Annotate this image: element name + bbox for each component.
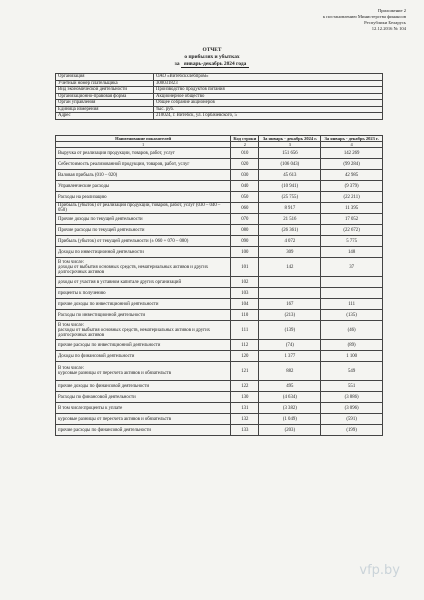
info-value: тыс. руб.	[154, 106, 383, 113]
period-prefix: за	[174, 61, 180, 67]
row-value-2024: 1 377	[259, 351, 321, 362]
row-name: Доходы по финансовой деятельности	[56, 351, 231, 362]
info-value: Производство продуктов питания	[154, 87, 383, 94]
row-value-2024: (139)	[259, 321, 321, 340]
row-value-2023: 148	[321, 247, 383, 258]
row-name: курсовые разницы от пересчета активов и обязательств	[56, 414, 231, 425]
row-value-2024: 142	[259, 258, 321, 277]
row-value-2023: (46)	[321, 321, 383, 340]
row-value-2023: 17 052	[321, 214, 383, 225]
info-value: 300031823	[154, 80, 383, 87]
column-number: 3	[259, 142, 321, 148]
row-code: 133	[231, 425, 259, 436]
row-name: прочие расходы по финансовой деятельности	[56, 425, 231, 436]
row-value-2024: (203)	[259, 425, 321, 436]
row-code: 122	[231, 381, 259, 392]
row-code: 050	[231, 192, 259, 203]
table-row	[56, 340, 383, 351]
row-name: В том числе: доходы от выбытия основных средств, нематериальных активов и других долгосрочных активов	[56, 258, 231, 277]
row-code: 120	[231, 351, 259, 362]
table-row	[56, 403, 383, 414]
table-row	[56, 351, 383, 362]
row-value-2024: 45 613	[259, 170, 321, 181]
info-value: Акционерное общество	[154, 93, 383, 100]
row-value-2024: (106 043)	[259, 159, 321, 170]
row-value-2023: 37	[321, 258, 383, 277]
row-code: 070	[231, 214, 259, 225]
row-code: 121	[231, 362, 259, 381]
row-name: Валовая прибыль (010 – 020)	[56, 170, 231, 181]
row-code: 110	[231, 310, 259, 321]
row-name: прочие расходы по инвестиционной деятельности	[56, 340, 231, 351]
row-code: 104	[231, 299, 259, 310]
row-value-2023: (22 211)	[321, 192, 383, 203]
table-row	[56, 203, 383, 214]
info-value: Общее собрание акционеров	[154, 100, 383, 107]
row-value-2024: 151 656	[259, 148, 321, 159]
row-name: Себестоимость реализованной продукции, товаров, работ, услуг	[56, 159, 231, 170]
row-value-2024: (74)	[259, 340, 321, 351]
period-value: январь-декабрь 2024 года	[181, 61, 249, 68]
row-code: 030	[231, 170, 259, 181]
table-row	[56, 310, 383, 321]
row-code: 101	[231, 258, 259, 277]
row-code: 060	[231, 203, 259, 214]
row-name: Прибыль (убыток) от текущей деятельности (± 060 + 070 – 080)	[56, 236, 231, 247]
table-row	[56, 392, 383, 403]
table-row	[56, 299, 383, 310]
row-value-2023: 11 395	[321, 203, 383, 214]
row-name: прочие доходы по инвестиционной деятельности	[56, 299, 231, 310]
row-value-2023: (89)	[321, 340, 383, 351]
row-code: 103	[231, 288, 259, 299]
column-number: 1	[56, 142, 231, 148]
appendix-note	[323, 8, 406, 32]
row-name: В том числе: расходы от выбытия основных средств, нематериальных активов и других долгосрочных активов	[56, 321, 231, 340]
row-value-2023: 42 985	[321, 170, 383, 181]
row-name: В том числе:проценты к уплате	[56, 403, 231, 414]
row-name: прочие доходы по финансовой деятельности	[56, 381, 231, 392]
table-row	[56, 425, 383, 436]
row-value-2024: (213)	[259, 310, 321, 321]
table-row	[56, 362, 383, 381]
row-code: 111	[231, 321, 259, 340]
row-name: Расходы на реализацию	[56, 192, 231, 203]
info-label: Вид экономической деятельности	[56, 87, 154, 94]
row-name: Прочие доходы по текущей деятельности	[56, 214, 231, 225]
row-code: 102	[231, 277, 259, 288]
row-value-2024: 8 917	[259, 203, 321, 214]
row-value-2023: 111	[321, 299, 383, 310]
table-row	[56, 288, 383, 299]
row-code: 100	[231, 247, 259, 258]
table-row	[56, 192, 383, 203]
table-row	[56, 148, 383, 159]
row-value-2024: (26 361)	[259, 225, 321, 236]
table-row	[56, 214, 383, 225]
appendix-line: 12.12.2016 № 104	[371, 26, 406, 31]
row-value-2023: (9 379)	[321, 181, 383, 192]
column-number: 2	[231, 142, 259, 148]
row-value-2024: 309	[259, 247, 321, 258]
row-name: Управленческие расходы	[56, 181, 231, 192]
info-label: Единица измерения	[56, 106, 154, 113]
row-code: 080	[231, 225, 259, 236]
row-name: Расходы по финансовой деятельности	[56, 392, 231, 403]
row-value-2024: 21 516	[259, 214, 321, 225]
watermark-logo: vfp.by	[359, 563, 400, 578]
row-value-2023: (199)	[321, 425, 383, 436]
row-code: 130	[231, 392, 259, 403]
row-name: проценты к получению	[56, 288, 231, 299]
info-value: ОАО «Витебскхлебпром»	[154, 74, 383, 81]
row-name: В том числе: курсовые разницы от пересчета активов и обязательств	[56, 362, 231, 381]
header-code: Код строки	[231, 136, 259, 142]
row-code: 132	[231, 414, 259, 425]
row-value-2023: (22 672)	[321, 225, 383, 236]
row-value-2024: (4 634)	[259, 392, 321, 403]
info-label: Адрес	[56, 113, 154, 120]
info-label: Учетный номер плательщика	[56, 80, 154, 87]
row-value-2024: (1 049)	[259, 414, 321, 425]
row-value-2024: (3 382)	[259, 403, 321, 414]
row-code: 112	[231, 340, 259, 351]
table-row	[56, 277, 383, 288]
report-subtitle: о прибылях и убытках	[184, 54, 240, 60]
table-row	[56, 225, 383, 236]
row-value-2024: 882	[259, 362, 321, 381]
table-row	[56, 170, 383, 181]
report-title: ОТЧЕТ	[202, 47, 222, 53]
row-value-2023	[321, 277, 383, 288]
row-value-2024	[259, 288, 321, 299]
row-name: Выручка от реализации продукции, товаров, работ, услуг	[56, 148, 231, 159]
row-value-2023: 1 100	[321, 351, 383, 362]
row-value-2024: 495	[259, 381, 321, 392]
row-value-2023: 551	[321, 381, 383, 392]
row-value-2024: (10 941)	[259, 181, 321, 192]
info-label: Орган управления	[56, 100, 154, 107]
table-row	[56, 181, 383, 192]
report-period	[0, 61, 424, 68]
row-value-2023: 142 269	[321, 148, 383, 159]
appendix-line: Республики Беларусь	[364, 20, 406, 25]
organization-info-table	[55, 73, 383, 120]
profit-loss-table	[55, 135, 383, 436]
header-2024: За январь - декабрь 2024 г.	[259, 136, 321, 142]
table-row	[56, 236, 383, 247]
row-name: Прочие расходы по текущей деятельности	[56, 225, 231, 236]
row-code: 090	[231, 236, 259, 247]
column-number: 4	[321, 142, 383, 148]
row-value-2023: 549	[321, 362, 383, 381]
row-name: Расходы по инвестиционной деятельности	[56, 310, 231, 321]
table-row	[56, 247, 383, 258]
header-2023: За январь - декабрь 2023 г.	[321, 136, 383, 142]
row-code: 040	[231, 181, 259, 192]
row-name: Доходы по инвестиционной деятельности	[56, 247, 231, 258]
table-row	[56, 258, 383, 277]
table-row	[56, 159, 383, 170]
row-value-2023	[321, 288, 383, 299]
table-row	[56, 321, 383, 340]
row-value-2023: 5 775	[321, 236, 383, 247]
row-value-2024: (25 755)	[259, 192, 321, 203]
appendix-line: к постановлению Министерства финансов	[322, 14, 406, 19]
report-title-block	[0, 47, 424, 68]
row-value-2024	[259, 277, 321, 288]
row-value-2023: (99 284)	[321, 159, 383, 170]
table-row	[56, 414, 383, 425]
row-code: 010	[231, 148, 259, 159]
info-label: Организация	[56, 74, 154, 81]
row-code: 020	[231, 159, 259, 170]
appendix-line: Приложение 2	[377, 8, 406, 13]
info-value: 210024, г. Витебск, ул. Горбачевского, 5	[154, 113, 383, 120]
row-value-2023: (135)	[321, 310, 383, 321]
row-value-2024: 4 072	[259, 236, 321, 247]
info-label: Организационно-правовая форма	[56, 93, 154, 100]
row-value-2023: (3 096)	[321, 403, 383, 414]
row-code: 131	[231, 403, 259, 414]
row-name: доходы от участия в уставном капитале других организаций	[56, 277, 231, 288]
row-value-2023: (3 886)	[321, 392, 383, 403]
info-row	[56, 113, 383, 120]
table-row	[56, 381, 383, 392]
row-value-2024: 167	[259, 299, 321, 310]
header-indicator: Наименование показателей	[56, 136, 231, 142]
row-value-2023: (591)	[321, 414, 383, 425]
row-name: Прибыль (убыток) от реализации продукции, товаров, работ, услуг (030 – 040 – 050)	[56, 203, 231, 214]
